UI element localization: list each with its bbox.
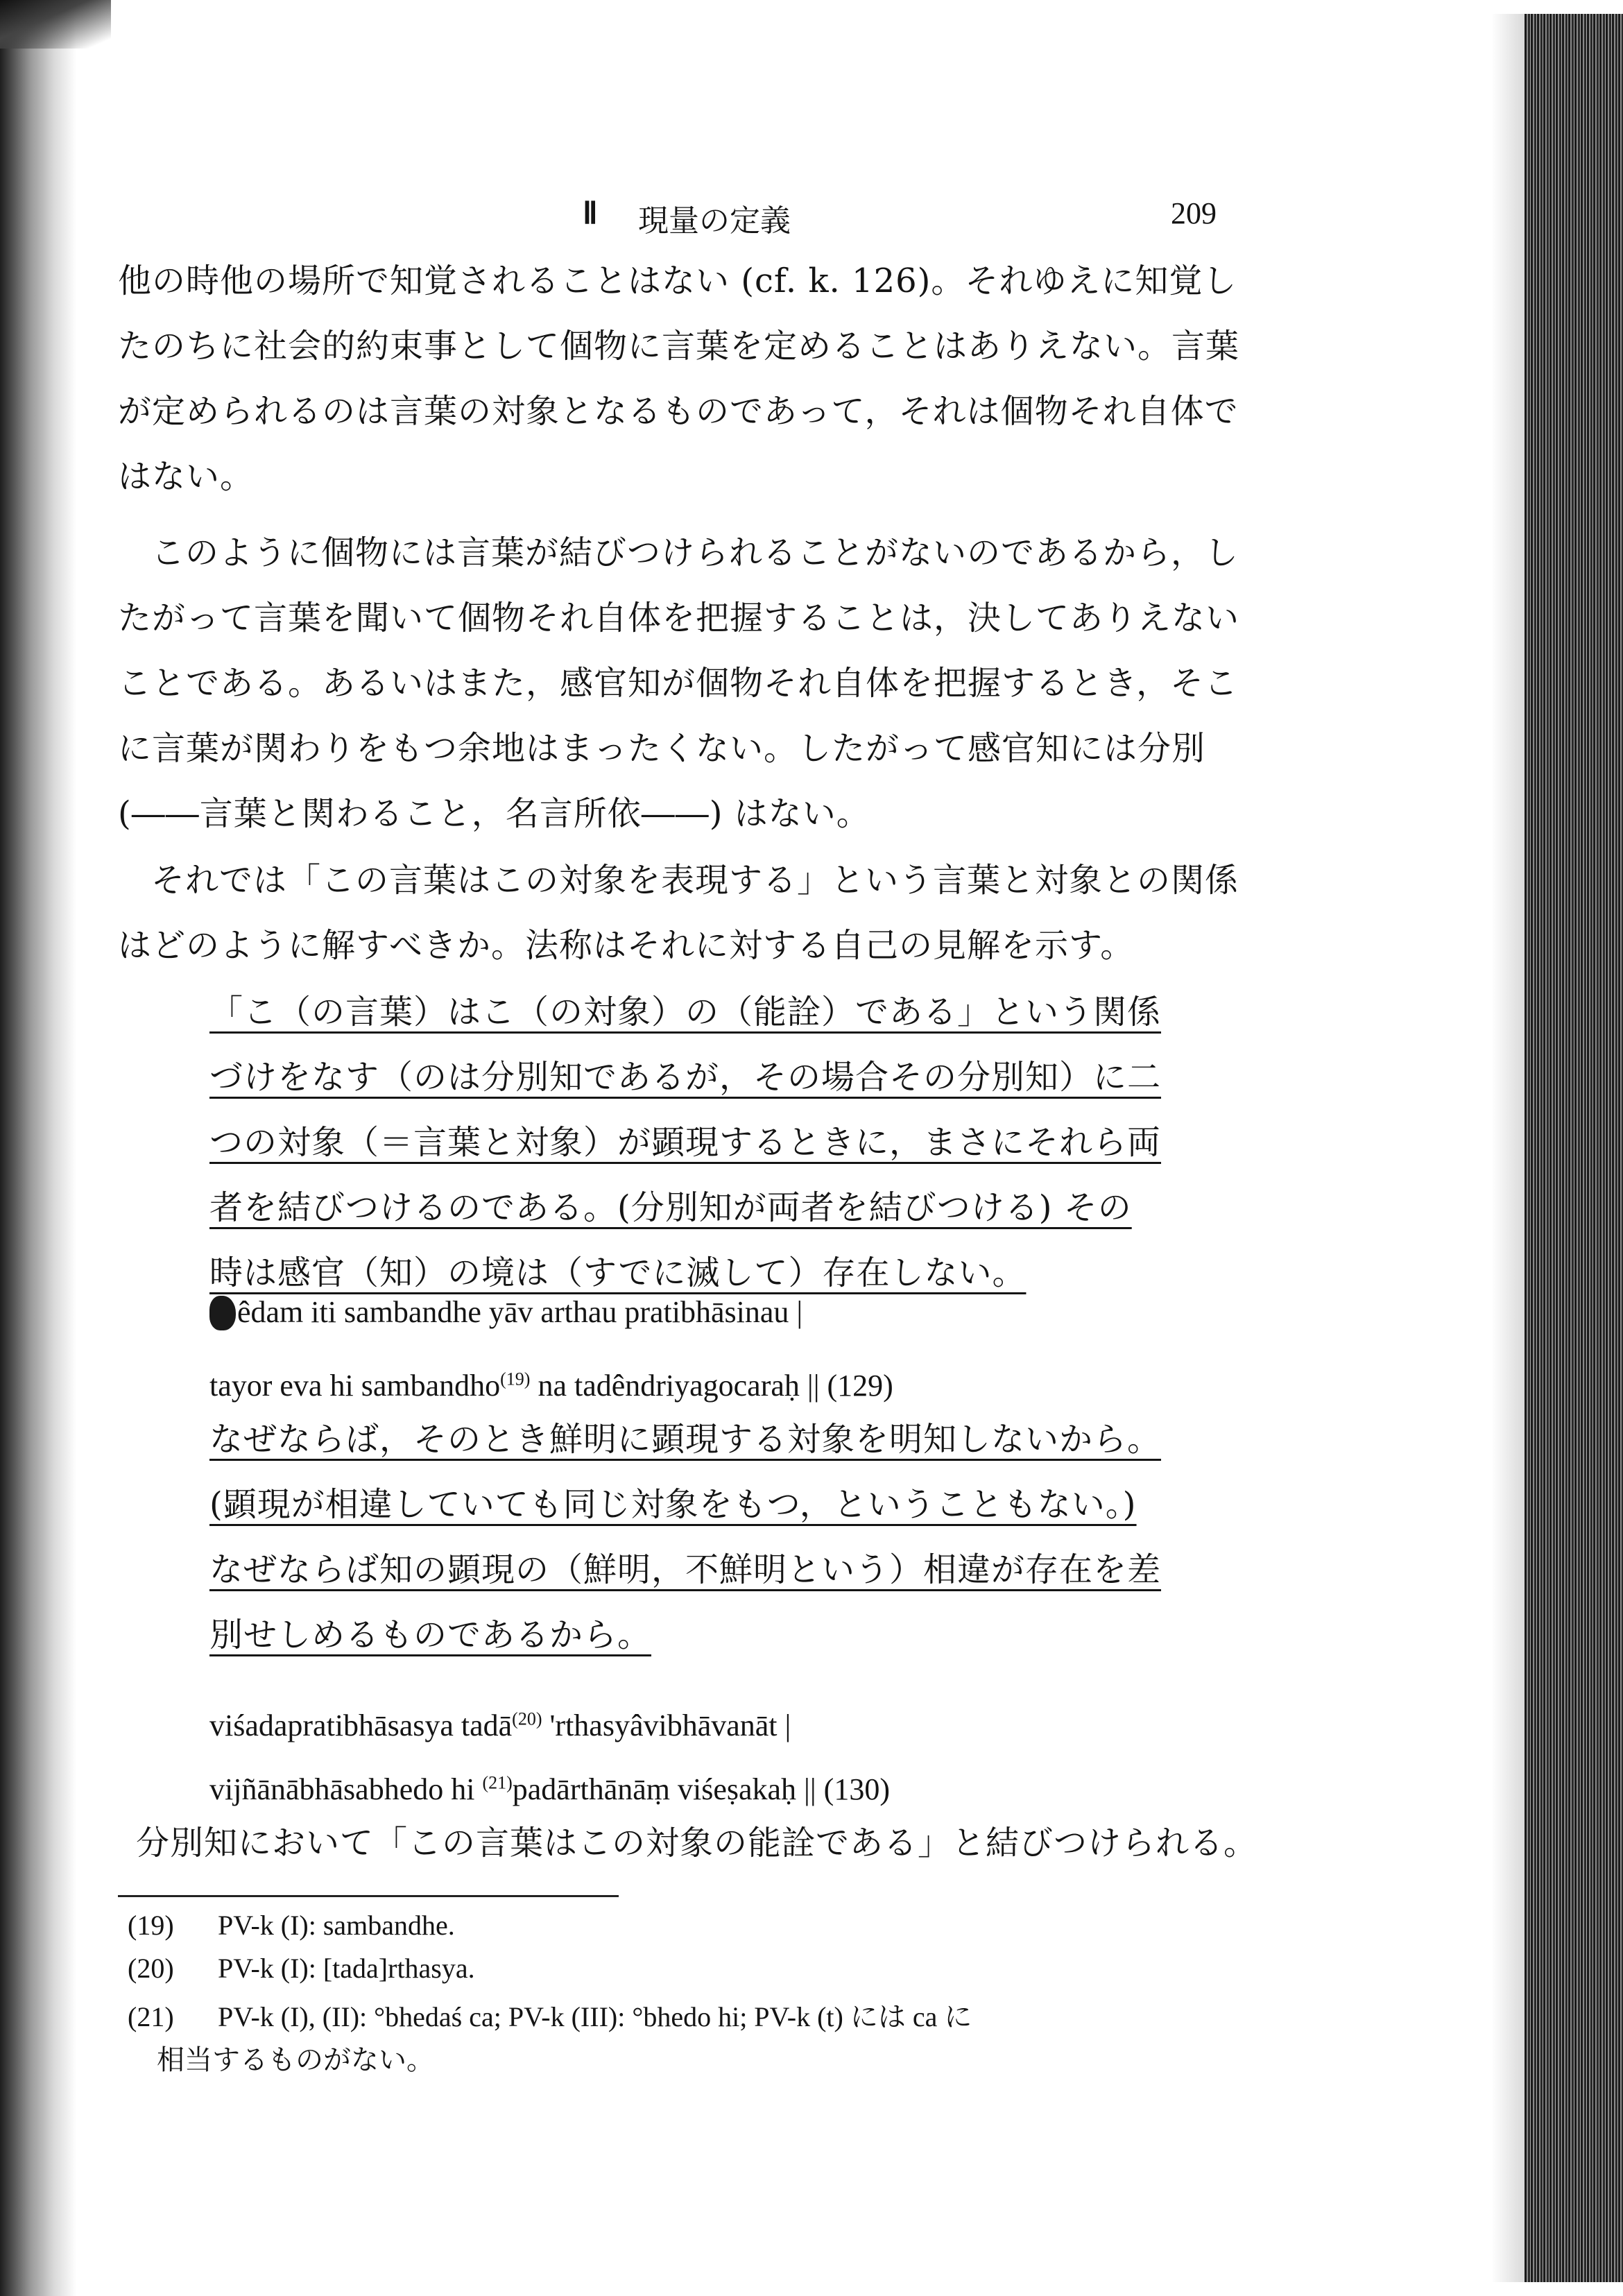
ink-blot: [209, 1296, 236, 1330]
scan-left-shadow: [0, 0, 76, 2296]
translation-line: 時は感官（知）の境は（すでに滅して）存在しない。: [209, 1253, 1027, 1292]
chapter-title: 現量の定義: [638, 203, 791, 239]
closing-sentence: 分別知において「この言葉はこの対象の能詮である」と結びつけられる。: [136, 1824, 1258, 1862]
footnote-21-continuation: 相当するものがない。: [157, 2044, 434, 2076]
footnote-rule: [118, 1895, 619, 1897]
translation-line: づけをなす（のは分別知であるが，その場合その分別知）に二: [209, 1058, 1162, 1097]
translation-line: 別せしめるものであるから。: [209, 1616, 652, 1654]
translation-line: 者を結びつけるのである。(分別知が両者を結びつける) その: [209, 1188, 1132, 1227]
translation-line: (顕現が相違していても同じ対象をもつ，ということもない。): [209, 1485, 1137, 1524]
chapter-numeral: Ⅱ: [583, 196, 596, 230]
verse-130-line-1: viśadapratibhāsasya tadā$^{(20)}$ 'rthasyâvibhāvanāt |: [209, 1708, 791, 1742]
paragraph-2: このように個物には言葉が結びつけられることがないのであるから，したがって言葉を聞いて個物それ自体を把握することは，決してありえないことである。あるいはまた，感官知が個物それ自体を把握するとき，そこに言葉が関わりをもつ余地はまったくない。したがって感官知には分別(――言葉と関わること，名言所依――) はない。: [118, 533, 1240, 833]
translation-verse-130: [209, 1407, 1187, 1668]
book-binding-edge: [1525, 14, 1623, 2282]
footnote-19: (19) PV-k (I): sambandhe.: [128, 1910, 455, 1941]
running-header: [583, 196, 1221, 237]
translation-verse-129: [209, 979, 1187, 1305]
verse-129-line-2: tayor eva hi sambandho$^{(19)}$ na tadêndriyagocaraḥ || (129): [209, 1369, 893, 1403]
translation-line: なぜならば，そのとき鮮明に顕現する対象を明知しないから。: [209, 1420, 1162, 1459]
translation-line: なぜならば知の顕現の（鮮明，不鮮明という）相違が存在を差: [209, 1550, 1162, 1589]
translation-line: つの対象（＝言葉と対象）が顕現するときに，まさにそれら両: [209, 1123, 1162, 1162]
verse-129-line-1: êdam iti sambandhe yāv arthau pratibhāsinau |: [237, 1295, 803, 1329]
footnote-20: (20) PV-k (I): [tada]rthasya.: [128, 1953, 475, 1984]
paragraph-3: それでは「この言葉はこの対象を表現する」という言葉と対象との関係はどのように解すべきか。法称はそれに対する自己の見解を示す。: [118, 861, 1239, 965]
paragraph-1: 他の時他の場所で知覚されることはない (cf. k. 126)。それゆえに知覚したのちに社会的約束事として個物に言葉を定めることはありえない。言葉が定められるのは言葉の対象となるものであって，それは個物それ自体ではない。: [118, 262, 1240, 496]
scan-corner-shadow: [0, 0, 111, 49]
page-number: 209: [1171, 196, 1217, 230]
verse-130-line-2: vijñānābhāsabhedo hi $^{(21)}$padārthānāṃ viśeṣakaḥ || (130): [209, 1772, 890, 1806]
footnote-21: (21) PV-k (I), (II): °bhedaś ca; PV-k (III): °bhedo hi; PV-k (t) には ca に: [128, 2001, 972, 2032]
translation-line: 「こ（の言葉）はこ（の対象）の（能詮）である」という関係: [209, 993, 1162, 1031]
